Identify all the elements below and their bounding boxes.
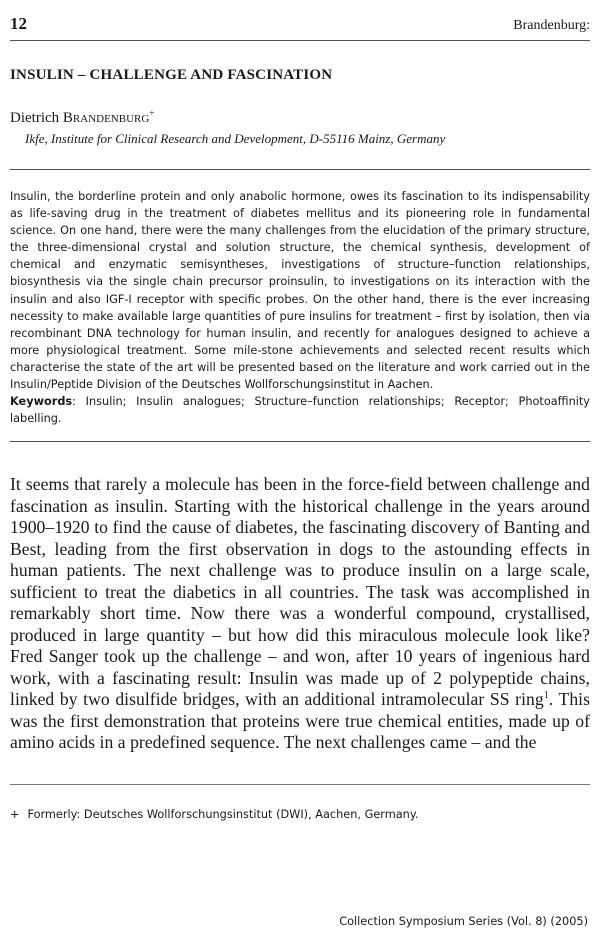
keywords-list: : Insulin; Insulin analogues; Structure–function relationships; Receptor; Photoaffinity labelling. <box>10 395 590 426</box>
footnote-text: Formerly: Deutsches Wollforschungsinstitut (DWI), Aachen, Germany. <box>27 807 419 821</box>
running-title: Brandenburg: <box>513 18 590 33</box>
body-text-part1: It seems that rarely a molecule has been in the force-field between challenge and fascination as insulin. Starting with the historical challenge in the years around 1900–1920 to find the cause of diabetes, the fascinating discovery of Banting and Best, leading from the first observation in dogs to the astounding effects in human patients. The next challenge was to produce insulin on a large scale, sufficient to treat the diabetics in all countries. The task was accomplished in remarkably short time. Now there was a wonderful compound, crystallised, produced in large quantity – but how did this miraculous molecule look like? Fred Sanger took up the challenge – and won, after 10 years of ingenious hard work, with a fascinating result: Insulin was made up of 2 polypeptide chains, linked by two disulfide bridges, with an additional intramolecular SS ring <box>10 474 590 710</box>
footnote-mark: + <box>10 807 20 821</box>
author-footnote-mark: + <box>149 108 155 118</box>
abstract-text: Insulin, the borderline protein and only anabolic hormone, owes its fascination to its indispensability as life-saving drug in the treatment of diabetes mellitus and its pioneering role in fundamental science. On one hand, there were the many challenges from the elucidation of the primary structure, the three-dimensional crystal and solution structure, the chemical synthesis, development of chemical and enzymatic semisyntheses, investigations of structure–function relationships, biosynthesis via the single chain precursor proinsulin, to investigations on its interaction with the insulin and also IGF-I receptor with specific probes. On the other hand, there is the ever increasing necessity to make available large quantities of pure insulins for treatment – first by isolation, then via recombinant DNA technology for human insulin, and recently for analogues designed to achieve a more physiological treatment. Some mile-stone achievements and selected recent results which characterise the state of the art will be presented based on the literature and work carried out in the Insulin/Peptide Division of the Deutsches Wollforschungsinstitut in Aachen. <box>10 190 590 392</box>
author-last-name: Brandenburg <box>62 110 150 126</box>
author-affiliation: Ikfe, Institute for Clinical Research and Development, D-55116 Mainz, Germany <box>25 131 446 146</box>
series-footer: Collection Symposium Series (Vol. 8) (2005) <box>339 915 588 928</box>
journal-page <box>10 14 590 821</box>
body-text-part2: . This was the first demonstration that proteins were true chemical entities, made up of amino acids in a predefined sequence. The next challenges came – and the <box>10 689 590 753</box>
body-paragraph <box>10 474 590 754</box>
abstract <box>10 188 590 427</box>
keywords <box>10 393 590 427</box>
running-header <box>10 14 590 41</box>
divider-footnote <box>10 784 590 785</box>
article-title: INSULIN – CHALLENGE AND FASCINATION <box>10 67 333 83</box>
keywords-label: Keywords <box>10 395 73 409</box>
footnote <box>10 808 590 821</box>
footnote-reference: 1 <box>543 690 549 702</box>
author-line <box>10 110 590 127</box>
author-first-name: Dietrich <box>10 110 63 126</box>
divider-abstract-end <box>10 441 590 442</box>
divider-top <box>10 169 590 170</box>
page-number: 12 <box>10 14 27 33</box>
